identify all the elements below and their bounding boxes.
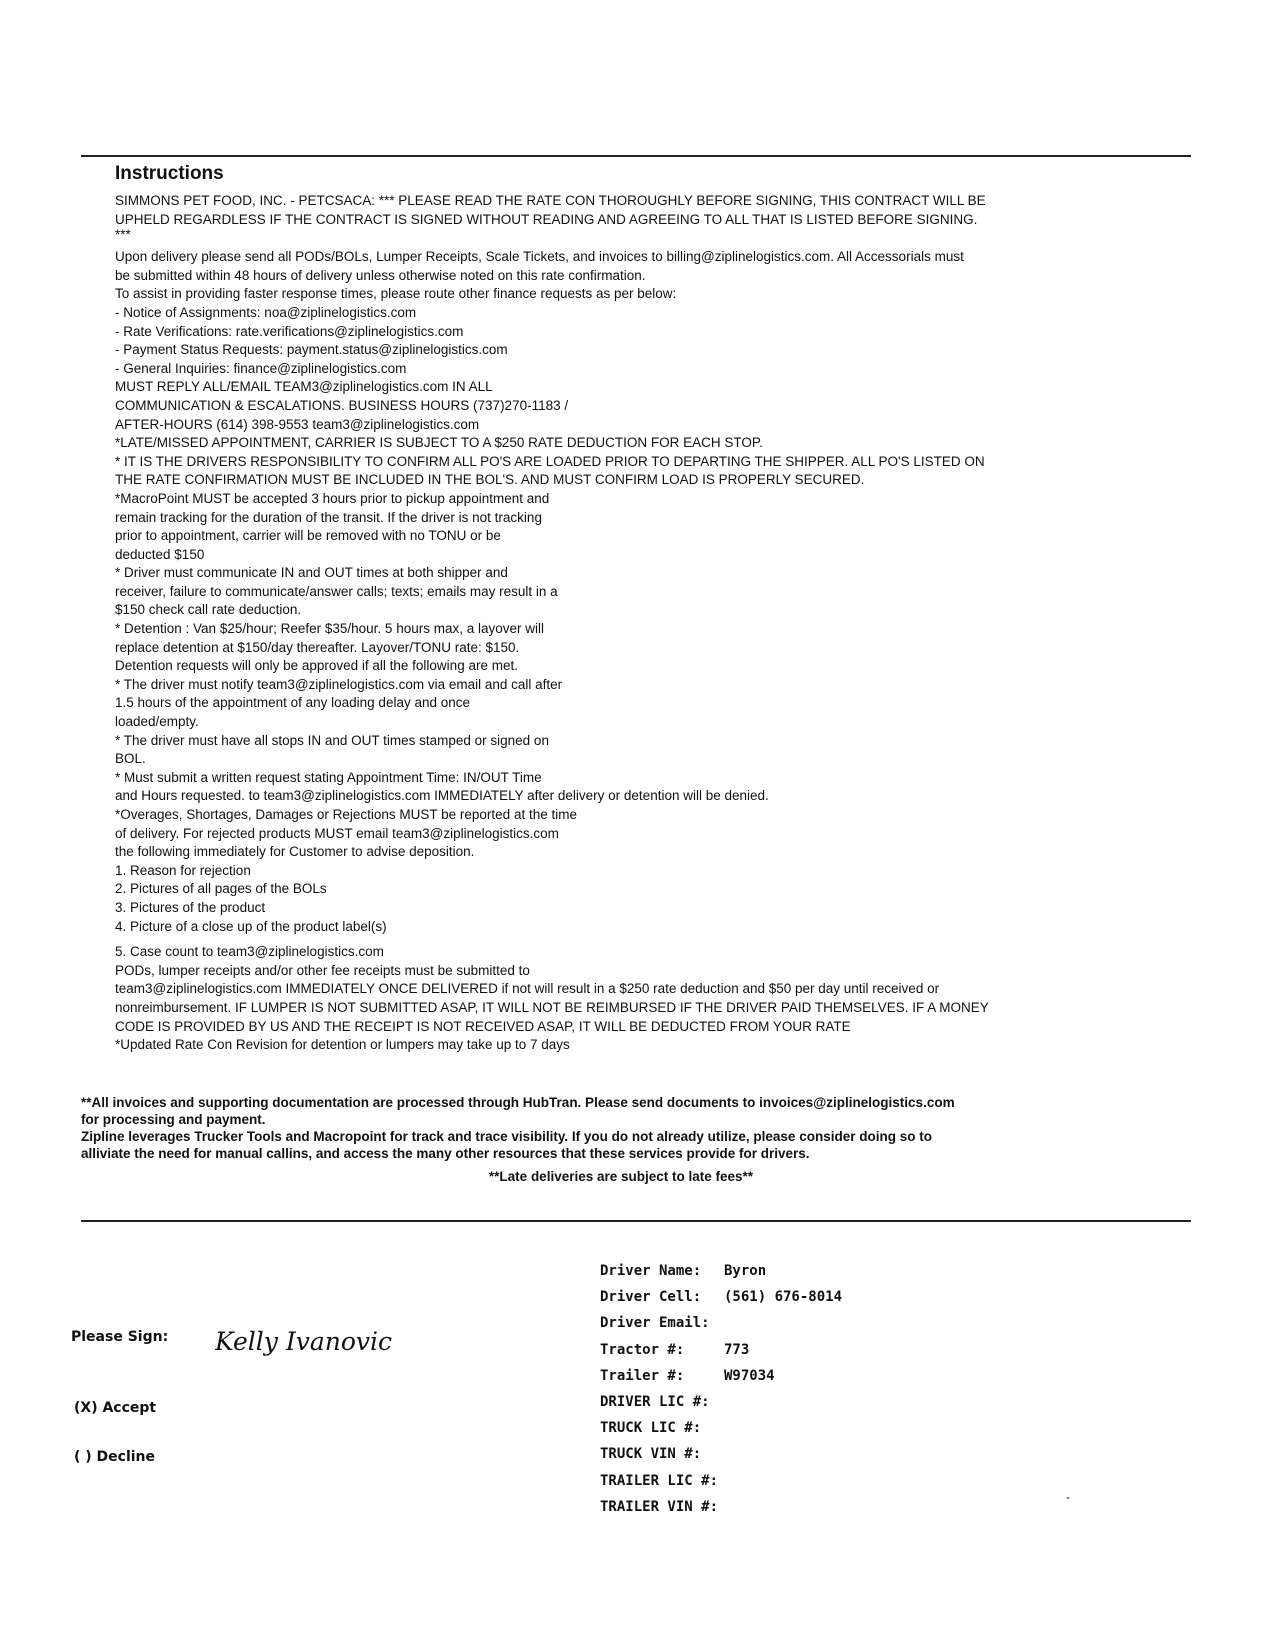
instruction-line: *MacroPoint MUST be accepted 3 hours prior to pickup appointment and bbox=[115, 490, 550, 506]
instruction-line: *** bbox=[115, 227, 131, 243]
instruction-line: THE RATE CONFIRMATION MUST BE INCLUDED IN THE BOL'S. AND MUST CONFIRM LOAD IS PROPERLY SECURED. bbox=[115, 472, 865, 488]
instruction-line: be submitted within 48 hours of delivery unless otherwise noted on this rate confirmation. bbox=[115, 267, 646, 283]
instruction-line: MUST REPLY ALL/EMAIL TEAM3@ziplinelogistics.com IN ALL bbox=[115, 379, 493, 395]
instruction-line: UPHELD REGARDLESS IF THE CONTRACT IS SIGNED WITHOUT READING AND AGREEING TO ALL THAT IS LISTED BEFORE SIGNING. bbox=[115, 211, 978, 227]
driver-field-label: Tractor #: bbox=[600, 1341, 685, 1358]
footer-notes bbox=[81, 1094, 1161, 1185]
instruction-line: $150 check call rate deduction. bbox=[115, 602, 302, 618]
bottom-divider bbox=[81, 1220, 1191, 1222]
driver-field-row bbox=[600, 1441, 842, 1467]
late-fee-note: **Late deliveries are subject to late fees** bbox=[488, 1169, 754, 1184]
instruction-line: - Payment Status Requests: payment.status@ziplinelogistics.com bbox=[115, 342, 508, 358]
instruction-line: * Detention : Van $25/hour; Reefer $35/hour. 5 hours max, a layover will bbox=[115, 621, 544, 637]
footer-line: alliviate the need for manual callins, and access the many other resources that these services provide for drivers. bbox=[81, 1146, 810, 1161]
driver-field-label: Driver Cell: bbox=[600, 1289, 702, 1306]
driver-field-label: TRAILER LIC #: bbox=[600, 1472, 719, 1489]
instruction-line: COMMUNICATION & ESCALATIONS. BUSINESS HOURS (737)270-1183 / bbox=[115, 397, 569, 413]
instruction-line: *LATE/MISSED APPOINTMENT, CARRIER IS SUBJECT TO A $250 RATE DEDUCTION FOR EACH STOP. bbox=[115, 435, 763, 451]
instruction-line: * The driver must have all stops IN and OUT times stamped or signed on bbox=[115, 732, 549, 748]
driver-field-value: Byron bbox=[724, 1263, 767, 1280]
instruction-line: - General Inquiries: finance@ziplinelogistics.com bbox=[115, 360, 407, 376]
driver-field-label: Driver Email: bbox=[600, 1315, 710, 1332]
driver-field-label: TRUCK VIN #: bbox=[600, 1446, 702, 1463]
instruction-line: replace detention at $150/day thereafter. Layover/TONU rate: $150. bbox=[115, 639, 520, 655]
footer-line: for processing and payment. bbox=[81, 1112, 266, 1127]
instructions-body bbox=[115, 192, 1115, 1055]
stray-mark: - bbox=[1066, 1490, 1070, 1504]
instruction-line: Upon delivery please send all PODs/BOLs, Lumper Receipts, Scale Tickets, and invoices to billing@ziplinelogistics.com. All Accessorials must bbox=[115, 249, 964, 265]
footer-line: **All invoices and supporting documentation are processed through HubTran. Please send documents to invoices@ziplinelogistics.com bbox=[81, 1095, 955, 1110]
instruction-line: team3@ziplinelogistics.com IMMEDIATELY ONCE DELIVERED if not will result in a $250 rate deduction and $50 per day until received or bbox=[115, 981, 940, 997]
footer-line: Zipline leverages Trucker Tools and Macropoint for track and trace visibility. If you do not already utilize, please consider doing so to bbox=[81, 1129, 932, 1144]
driver-field-label: TRAILER VIN #: bbox=[600, 1498, 719, 1515]
driver-field-row bbox=[600, 1284, 842, 1310]
instruction-line: * The driver must notify team3@ziplinelogistics.com via email and call after bbox=[115, 676, 563, 692]
driver-field-value: (561) 676-8014 bbox=[724, 1289, 843, 1306]
instruction-line: of delivery. For rejected products MUST email team3@ziplinelogistics.com bbox=[115, 825, 559, 841]
instructions-heading: Instructions bbox=[115, 163, 224, 184]
instruction-line: deducted $150 bbox=[115, 546, 205, 562]
driver-field-row bbox=[600, 1258, 842, 1284]
driver-field-row bbox=[600, 1468, 842, 1494]
instruction-line: the following immediately for Customer to advise deposition. bbox=[115, 844, 475, 860]
instruction-line: To assist in providing faster response times, please route other finance requests as per below: bbox=[115, 286, 677, 302]
driver-field-row bbox=[600, 1310, 842, 1336]
instruction-line: 1. Reason for rejection bbox=[115, 862, 251, 878]
instruction-line: receiver, failure to communicate/answer calls; texts; emails may result in a bbox=[115, 583, 558, 599]
svg-text:Kelly Ivanovic: Kelly Ivanovic bbox=[215, 1327, 393, 1356]
instruction-line: 2. Pictures of all pages of the BOLs bbox=[115, 881, 327, 897]
instruction-line: * Driver must communicate IN and OUT times at both shipper and bbox=[115, 565, 508, 581]
instruction-line: Detention requests will only be approved if all the following are met. bbox=[115, 658, 518, 674]
accept-option[interactable]: (X) Accept bbox=[74, 1400, 157, 1416]
decline-option[interactable]: ( ) Decline bbox=[74, 1449, 156, 1465]
instruction-line: AFTER-HOURS (614) 398-9553 team3@ziplinelogistics.com bbox=[115, 416, 480, 432]
instructions-section bbox=[115, 163, 1115, 1055]
driver-field-row bbox=[600, 1337, 842, 1363]
driver-field-label: DRIVER LIC #: bbox=[600, 1394, 710, 1411]
driver-field-label: Trailer #: bbox=[600, 1367, 685, 1384]
instruction-line: 4. Picture of a close up of the product label(s) bbox=[115, 918, 387, 934]
driver-info bbox=[600, 1258, 842, 1520]
driver-field-row bbox=[600, 1494, 842, 1520]
instruction-line: PODs, lumper receipts and/or other fee receipts must be submitted to bbox=[115, 962, 530, 978]
instruction-line: SIMMONS PET FOOD, INC. - PETCSACA: *** PLEASE READ THE RATE CON THOROUGHLY BEFORE SIGNING, THIS CONTRACT WILL BE bbox=[115, 193, 986, 208]
driver-field-value: W97034 bbox=[724, 1367, 775, 1384]
instruction-line: prior to appointment, carrier will be removed with no TONU or be bbox=[115, 528, 501, 544]
instruction-line: - Rate Verifications: rate.verifications@ziplinelogistics.com bbox=[115, 323, 464, 339]
handwritten-signature bbox=[215, 1318, 415, 1362]
instruction-line: loaded/empty. bbox=[115, 714, 199, 730]
instruction-line: BOL. bbox=[115, 751, 146, 767]
top-divider bbox=[81, 155, 1191, 157]
driver-field-row bbox=[600, 1363, 842, 1389]
instruction-line: * Must submit a written request stating Appointment Time: IN/OUT Time bbox=[115, 769, 542, 785]
instruction-line: *Updated Rate Con Revision for detention or lumpers may take up to 7 days bbox=[115, 1037, 570, 1053]
driver-field-label: TRUCK LIC #: bbox=[600, 1420, 702, 1437]
driver-field-label: Driver Name: bbox=[600, 1263, 702, 1280]
instruction-line: and Hours requested. to team3@ziplinelogistics.com IMMEDIATELY after delivery or detention will be denied. bbox=[115, 788, 769, 804]
please-sign-label: Please Sign: bbox=[71, 1329, 169, 1345]
driver-field-row bbox=[600, 1415, 842, 1441]
instruction-line: 5. Case count to team3@ziplinelogistics.com bbox=[115, 944, 384, 960]
instruction-line: - Notice of Assignments: noa@ziplinelogistics.com bbox=[115, 304, 417, 320]
instruction-line: 1.5 hours of the appointment of any loading delay and once bbox=[115, 695, 471, 711]
instruction-line: nonreimbursement. IF LUMPER IS NOT SUBMITTED ASAP, IT WILL NOT BE REIMBURSED IF THE DRIVER PAID THEMSELVES. IF A MONEY bbox=[115, 999, 989, 1015]
driver-field-value: 773 bbox=[724, 1341, 750, 1358]
instruction-line: remain tracking for the duration of the transit. If the driver is not tracking bbox=[115, 509, 542, 525]
driver-field-row bbox=[600, 1389, 842, 1415]
instruction-line: *Overages, Shortages, Damages or Rejections MUST be reported at the time bbox=[115, 807, 577, 822]
instruction-line: CODE IS PROVIDED BY US AND THE RECEIPT IS NOT RECEIVED ASAP, IT WILL BE DEDUCTED FROM YOUR RATE bbox=[115, 1018, 851, 1034]
instruction-line: * IT IS THE DRIVERS RESPONSIBILITY TO CONFIRM ALL PO'S ARE LOADED PRIOR TO DEPARTING THE SHIPPER. ALL PO'S LISTED ON bbox=[115, 453, 985, 469]
instruction-line: 3. Pictures of the product bbox=[115, 899, 266, 915]
